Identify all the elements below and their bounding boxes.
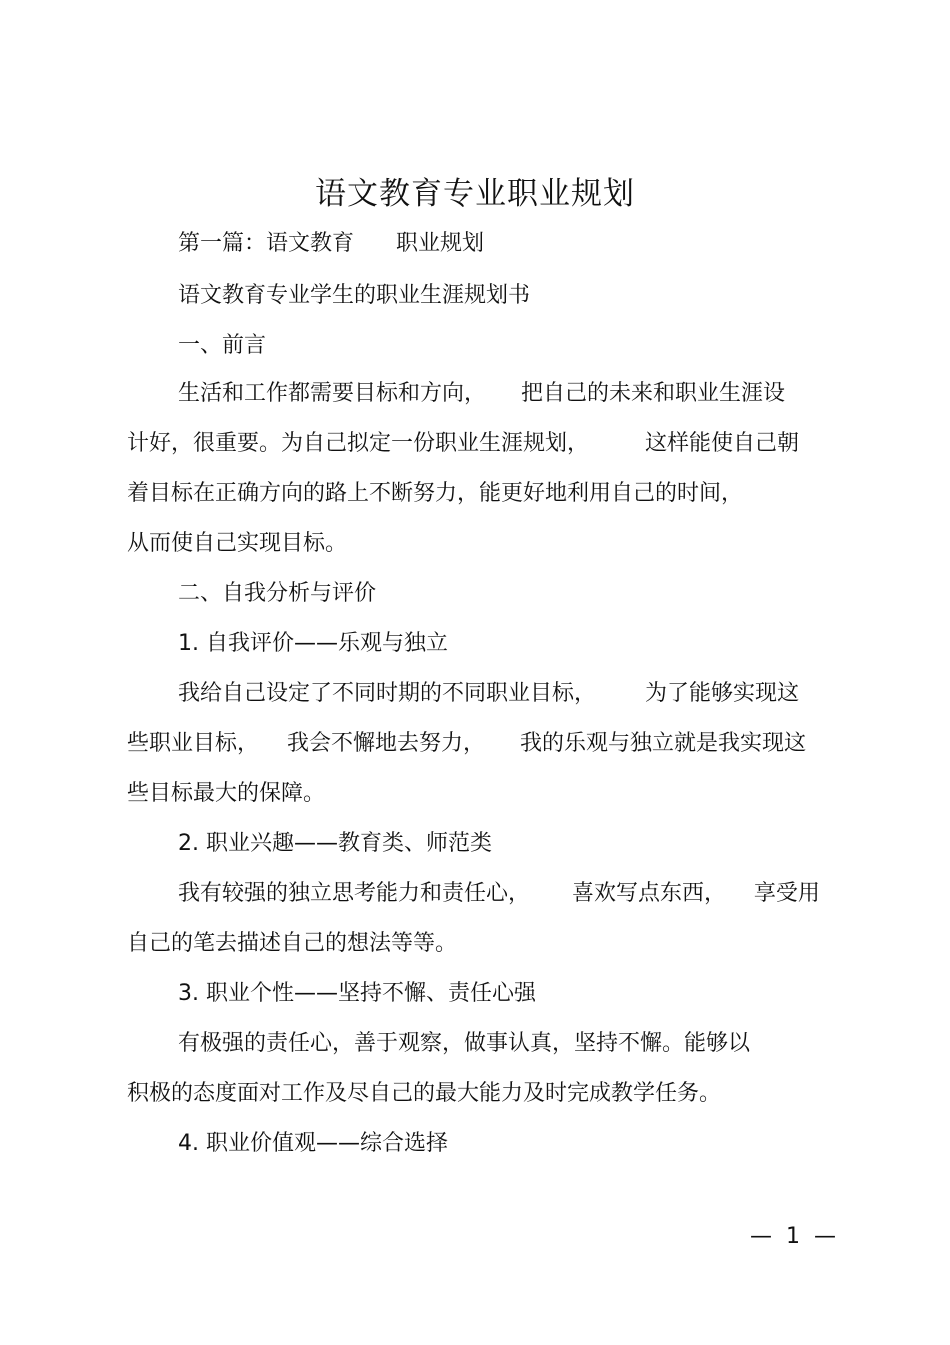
paragraph-line: 些目标最大的保障。 (127, 781, 326, 806)
subtitle-line: 语文教育专业学生的职业生涯规划书 (178, 283, 531, 308)
paragraph-line: 有极强的责任心，善于观察，做事认真，坚持不懈。能够以 (178, 1031, 751, 1056)
subheading-career-values: 4. 职业价值观——综合选择 (178, 1131, 448, 1156)
section-heading-part-one: 第一篇：语文教育 职业规划 (178, 231, 484, 256)
subheading-career-interest: 2. 职业兴趣——教育类、师范类 (178, 831, 492, 856)
paragraph-line: 些职业目标， 我会不懈地去努力， 我的乐观与独立就是我实现这 (127, 731, 806, 756)
paragraph-line: 着目标在正确方向的路上不断努力，能更好地利用自己的时间， (127, 481, 744, 506)
paragraph-line: 计好，很重要。为自己拟定一份职业生涯规划， 这样能使自己朝 (127, 431, 799, 456)
heading-preface: 一、前言 (178, 333, 267, 358)
paragraph-line: 积极的态度面对工作及尽自己的最大能力及时完成教学任务。 (127, 1081, 722, 1106)
document-title: 语文教育专业职业规划 (315, 176, 635, 212)
heading-self-analysis: 二、自我分析与评价 (178, 581, 377, 606)
paragraph-line: 生活和工作都需要目标和方向， 把自己的未来和职业生涯设 (178, 381, 785, 406)
subheading-career-personality: 3. 职业个性——坚持不懈、责任心强 (178, 981, 536, 1006)
paragraph-line: 我有较强的独立思考能力和责任心， 喜欢写点东西， 享受用 (178, 881, 820, 906)
page-number: — 1 — (750, 1224, 836, 1249)
paragraph-line: 我给自己设定了不同时期的不同职业目标， 为了能够实现这 (178, 681, 799, 706)
paragraph-line: 自己的笔去描述自己的想法等等。 (127, 931, 458, 956)
subheading-self-evaluation: 1. 自我评价——乐观与独立 (178, 631, 448, 656)
paragraph-line: 从而使自己实现目标。 (127, 531, 348, 556)
